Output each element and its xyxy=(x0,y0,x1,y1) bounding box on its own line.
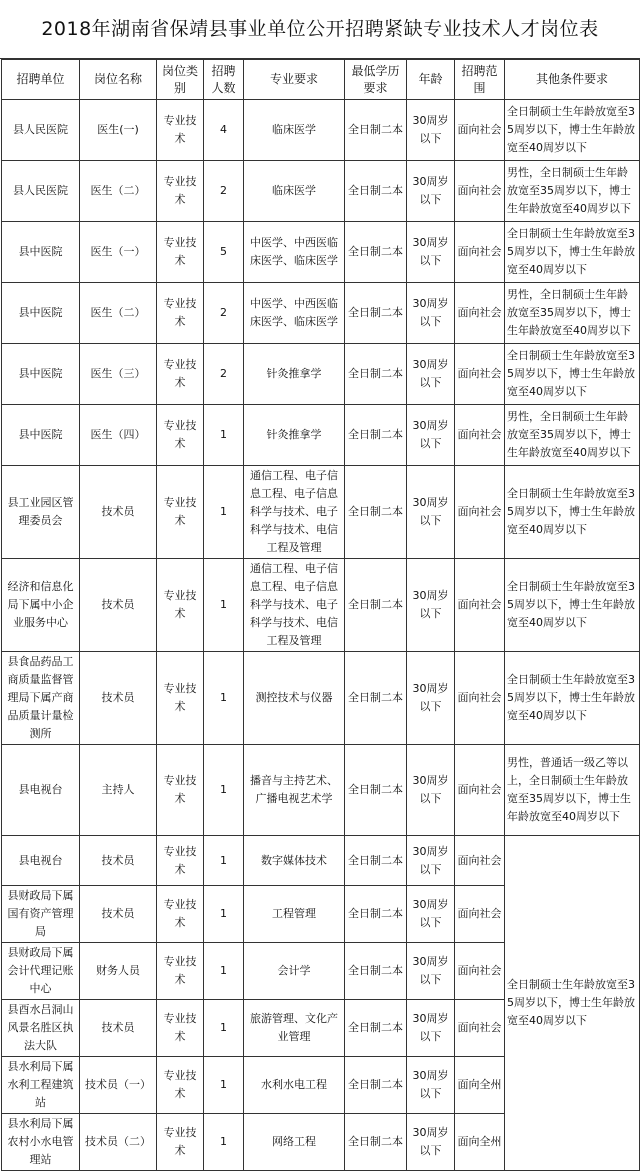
table-row xyxy=(2,100,640,161)
cell-count: 1 xyxy=(204,745,244,836)
cell-post: 财务人员 xyxy=(80,943,157,1000)
table-row xyxy=(2,652,640,745)
cell-age: 30周岁以下 xyxy=(407,836,455,886)
cell-scope: 面向社会 xyxy=(455,100,505,161)
cell-major: 中医学、中西医临床医学、临床医学 xyxy=(244,222,345,283)
cell-major: 中医学、中西医临床医学、临床医学 xyxy=(244,283,345,344)
cell-post: 医生（三） xyxy=(80,344,157,405)
table-row xyxy=(2,405,640,466)
table-row xyxy=(2,222,640,283)
cell-scope: 面向全州 xyxy=(455,1114,505,1171)
cell-type: 专业技术 xyxy=(157,943,204,1000)
table-row xyxy=(2,466,640,559)
cell-unit: 县水利局下属水利工程建筑站 xyxy=(2,1057,80,1114)
cell-education: 全日制二本 xyxy=(345,943,407,1000)
cell-unit: 经济和信息化局下属中小企业服务中心 xyxy=(2,559,80,652)
cell-other: 男性，全日制硕士生年龄放宽至35周岁以下，博士生年龄放宽至40周岁以下 xyxy=(505,405,640,466)
header-type: 岗位类别 xyxy=(157,60,204,100)
cell-post: 技术员（一） xyxy=(80,1057,157,1114)
cell-education: 全日制二本 xyxy=(345,344,407,405)
cell-education: 全日制二本 xyxy=(345,1000,407,1057)
cell-scope: 面向社会 xyxy=(455,559,505,652)
cell-education: 全日制二本 xyxy=(345,405,407,466)
cell-type: 专业技术 xyxy=(157,1057,204,1114)
cell-education: 全日制二本 xyxy=(345,836,407,886)
cell-unit: 县中医院 xyxy=(2,283,80,344)
cell-major: 测控技术与仪器 xyxy=(244,652,345,745)
cell-scope: 面向社会 xyxy=(455,886,505,943)
cell-major: 临床医学 xyxy=(244,100,345,161)
cell-count: 1 xyxy=(204,1114,244,1171)
cell-age: 30周岁以下 xyxy=(407,1057,455,1114)
cell-unit: 县中医院 xyxy=(2,405,80,466)
cell-education: 全日制二本 xyxy=(345,652,407,745)
cell-major: 临床医学 xyxy=(244,161,345,222)
cell-major: 针灸推拿学 xyxy=(244,344,345,405)
cell-type: 专业技术 xyxy=(157,405,204,466)
cell-other: 男性，全日制硕士生年龄放宽至35周岁以下，博士生年龄放宽至40周岁以下 xyxy=(505,161,640,222)
cell-scope: 面向社会 xyxy=(455,652,505,745)
cell-unit: 县财政局下属国有资产管理局 xyxy=(2,886,80,943)
header-education: 最低学历要求 xyxy=(345,60,407,100)
cell-other: 全日制硕士生年龄放宽至35周岁以下，博士生年龄放宽至40周岁以下 xyxy=(505,559,640,652)
cell-education: 全日制二本 xyxy=(345,100,407,161)
cell-scope: 面向社会 xyxy=(455,943,505,1000)
cell-post: 技术员（二） xyxy=(80,1114,157,1171)
cell-education: 全日制二本 xyxy=(345,745,407,836)
cell-age: 30周岁以下 xyxy=(407,283,455,344)
cell-unit: 县人民医院 xyxy=(2,161,80,222)
cell-other: 男性，全日制硕士生年龄放宽至35周岁以下，博士生年龄放宽至40周岁以下 xyxy=(505,283,640,344)
cell-count: 2 xyxy=(204,283,244,344)
cell-education: 全日制二本 xyxy=(345,1057,407,1114)
header-other: 其他条件要求 xyxy=(505,60,640,100)
cell-age: 30周岁以下 xyxy=(407,1000,455,1057)
cell-education: 全日制二本 xyxy=(345,886,407,943)
cell-type: 专业技术 xyxy=(157,652,204,745)
cell-post: 主持人 xyxy=(80,745,157,836)
cell-post: 医生（四） xyxy=(80,405,157,466)
cell-count: 2 xyxy=(204,344,244,405)
cell-count: 1 xyxy=(204,1057,244,1114)
cell-other: 全日制硕士生年龄放宽至35周岁以下，博士生年龄放宽至40周岁以下 xyxy=(505,652,640,745)
page-title: 2018年湖南省保靖县事业单位公开招聘紧缺专业技术人才岗位表 xyxy=(0,0,640,59)
cell-post: 技术员 xyxy=(80,652,157,745)
table-row xyxy=(2,836,640,886)
cell-major: 播音与主持艺术、广播电视艺术学 xyxy=(244,745,345,836)
cell-type: 专业技术 xyxy=(157,161,204,222)
header-row xyxy=(2,60,640,100)
cell-scope: 面向社会 xyxy=(455,161,505,222)
cell-major: 数字媒体技术 xyxy=(244,836,345,886)
cell-post: 医生(一) xyxy=(80,100,157,161)
cell-post: 医生（二） xyxy=(80,283,157,344)
cell-scope: 面向社会 xyxy=(455,466,505,559)
cell-age: 30周岁以下 xyxy=(407,100,455,161)
cell-count: 1 xyxy=(204,886,244,943)
cell-other: 全日制硕士生年龄放宽至35周岁以下，博士生年龄放宽至40周岁以下 xyxy=(505,466,640,559)
cell-age: 30周岁以下 xyxy=(407,161,455,222)
cell-post: 医生（二） xyxy=(80,161,157,222)
cell-education: 全日制二本 xyxy=(345,283,407,344)
cell-type: 专业技术 xyxy=(157,745,204,836)
cell-count: 1 xyxy=(204,652,244,745)
header-major: 专业要求 xyxy=(244,60,345,100)
cell-education: 全日制二本 xyxy=(345,559,407,652)
cell-type: 专业技术 xyxy=(157,466,204,559)
cell-age: 30周岁以下 xyxy=(407,222,455,283)
cell-post: 技术员 xyxy=(80,836,157,886)
cell-unit: 县酉水吕洞山风景名胜区执法大队 xyxy=(2,1000,80,1057)
cell-major: 通信工程、电子信息工程、电子信息科学与技术、电子科学与技术、电信工程及管理 xyxy=(244,559,345,652)
cell-unit: 县中医院 xyxy=(2,344,80,405)
cell-count: 1 xyxy=(204,1000,244,1057)
cell-type: 专业技术 xyxy=(157,1114,204,1171)
cell-major: 水利水电工程 xyxy=(244,1057,345,1114)
positions-table xyxy=(1,59,640,1171)
cell-scope: 面向社会 xyxy=(455,283,505,344)
cell-count: 4 xyxy=(204,100,244,161)
cell-type: 专业技术 xyxy=(157,283,204,344)
cell-unit: 县电视台 xyxy=(2,836,80,886)
cell-other: 男性，普通话一级乙等以上，全日制硕士生年龄放宽至35周岁以下，博士生年龄放宽至40周岁以下 xyxy=(505,745,640,836)
cell-age: 30周岁以下 xyxy=(407,466,455,559)
cell-major: 通信工程、电子信息工程、电子信息科学与技术、电子科学与技术、电信工程及管理 xyxy=(244,466,345,559)
cell-type: 专业技术 xyxy=(157,344,204,405)
cell-major: 工程管理 xyxy=(244,886,345,943)
cell-type: 专业技术 xyxy=(157,836,204,886)
cell-count: 2 xyxy=(204,161,244,222)
header-age: 年龄 xyxy=(407,60,455,100)
cell-unit: 县人民医院 xyxy=(2,100,80,161)
cell-scope: 面向社会 xyxy=(455,222,505,283)
cell-type: 专业技术 xyxy=(157,886,204,943)
cell-major: 会计学 xyxy=(244,943,345,1000)
cell-scope: 面向全州 xyxy=(455,1057,505,1114)
cell-unit: 县食品药品工商质量监督管理局下属产商品质量计量检测所 xyxy=(2,652,80,745)
cell-count: 1 xyxy=(204,405,244,466)
cell-education: 全日制二本 xyxy=(345,1114,407,1171)
cell-post: 技术员 xyxy=(80,559,157,652)
cell-unit: 县财政局下属会计代理记账中心 xyxy=(2,943,80,1000)
cell-scope: 面向社会 xyxy=(455,745,505,836)
cell-unit: 县水利局下属农村小水电管理站 xyxy=(2,1114,80,1171)
cell-unit: 县中医院 xyxy=(2,222,80,283)
cell-post: 技术员 xyxy=(80,886,157,943)
header-post: 岗位名称 xyxy=(80,60,157,100)
cell-age: 30周岁以下 xyxy=(407,1114,455,1171)
cell-education: 全日制二本 xyxy=(345,222,407,283)
cell-scope: 面向社会 xyxy=(455,1000,505,1057)
table-row xyxy=(2,283,640,344)
cell-age: 30周岁以下 xyxy=(407,652,455,745)
table-row xyxy=(2,344,640,405)
cell-age: 30周岁以下 xyxy=(407,559,455,652)
cell-scope: 面向社会 xyxy=(455,405,505,466)
cell-age: 30周岁以下 xyxy=(407,745,455,836)
header-unit: 招聘单位 xyxy=(2,60,80,100)
cell-unit: 县电视台 xyxy=(2,745,80,836)
cell-type: 专业技术 xyxy=(157,222,204,283)
cell-age: 30周岁以下 xyxy=(407,405,455,466)
cell-age: 30周岁以下 xyxy=(407,886,455,943)
cell-post: 技术员 xyxy=(80,466,157,559)
cell-type: 专业技术 xyxy=(157,559,204,652)
cell-post: 技术员 xyxy=(80,1000,157,1057)
cell-post: 医生（一） xyxy=(80,222,157,283)
cell-count: 1 xyxy=(204,943,244,1000)
table-row xyxy=(2,559,640,652)
cell-scope: 面向社会 xyxy=(455,344,505,405)
cell-count: 1 xyxy=(204,836,244,886)
cell-major: 网络工程 xyxy=(244,1114,345,1171)
table-row xyxy=(2,745,640,836)
cell-type: 专业技术 xyxy=(157,1000,204,1057)
cell-count: 1 xyxy=(204,466,244,559)
cell-count: 1 xyxy=(204,559,244,652)
cell-type: 专业技术 xyxy=(157,100,204,161)
cell-scope: 面向社会 xyxy=(455,836,505,886)
header-count: 招聘人数 xyxy=(204,60,244,100)
cell-other: 全日制硕士生年龄放宽至35周岁以下，博士生年龄放宽至40周岁以下 xyxy=(505,100,640,161)
cell-education: 全日制二本 xyxy=(345,466,407,559)
header-scope: 招聘范围 xyxy=(455,60,505,100)
cell-count: 5 xyxy=(204,222,244,283)
cell-age: 30周岁以下 xyxy=(407,943,455,1000)
cell-unit: 县工业园区管理委员会 xyxy=(2,466,80,559)
table-row xyxy=(2,161,640,222)
cell-education: 全日制二本 xyxy=(345,161,407,222)
cell-major: 旅游管理、文化产业管理 xyxy=(244,1000,345,1057)
cell-other: 全日制硕士生年龄放宽至35周岁以下，博士生年龄放宽至40周岁以下 xyxy=(505,222,640,283)
cell-other: 全日制硕士生年龄放宽至35周岁以下，博士生年龄放宽至40周岁以下 xyxy=(505,344,640,405)
cell-age: 30周岁以下 xyxy=(407,344,455,405)
cell-major: 针灸推拿学 xyxy=(244,405,345,466)
cell-other-merged: 全日制硕士生年龄放宽至35周岁以下，博士生年龄放宽至40周岁以下 xyxy=(505,836,640,1171)
